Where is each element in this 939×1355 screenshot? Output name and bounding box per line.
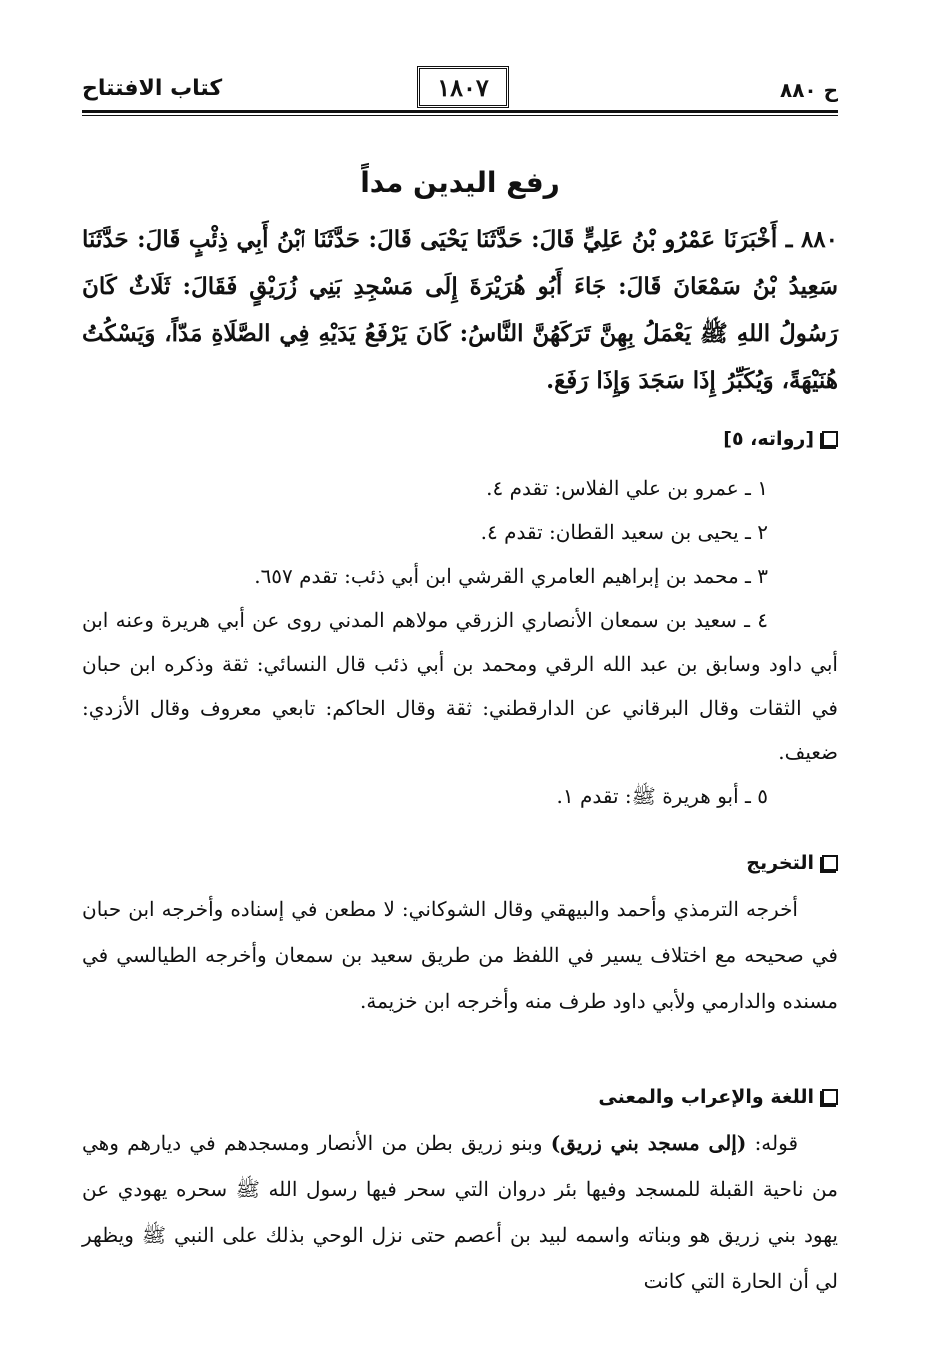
hadith-text: ٨٨٠ ـ أَخْبَرَنَا عَمْرُو بْنُ عَلِيٍّ قَالَ: حَدَّثَنَا يَحْيَى قَالَ: حَدَّثَنَا ٱبْنُ أَبِي ذِئْبٍ قَالَ: حَدَّثَنَا سَعِيدُ بْنُ سَمْعَانَ قَالَ: جَاءَ أَبُو هُرَيْرَةَ إِلَى مَسْجِدِ بَنِي زُرَيْقٍ فَقَالَ: ثَلَاثٌ كَانَ رَسُولُ اللهِ ﷺ يَعْمَلُ بِهِنَّ تَرَكَهُنَّ النَّاسُ: كَانَ يَرْفَعُ يَدَيْهِ فِي الصَّلَاةِ مَدّاً، وَيَسْكُتُ هُنَيْهَةً، وَيُكَبِّرُ إِذَا سَجَدَ وَإِذَا رَفَعَ.: [82, 226, 838, 394]
narrator-item: ٥ ـ أبو هريرة ﷺ: تقدم ١.: [556, 784, 768, 808]
language-body: وبنو زريق بطن من الأنصار ومسجدهم في ديارهم وهي من ناحية القبلة للمسجد وفيها بئر دروان التي سحر فيها رسول الله ﷺ سحره يهودي عن يهود بني زريق هو وبناته واسمه لبيد بن أعصم حتى نزل الوحي بذلك على النبي ﷺ ويظهر لي أن الحارة التي كانت: [82, 1131, 838, 1293]
page-number: ١٨٠٧: [417, 66, 509, 108]
book-title: كتاب الافتتاح: [82, 76, 223, 101]
narrator-item: ٤ ـ سعيد بن سمعان الأنصاري الزرقي مولاهم المدني روى عن أبي هريرة وعنه ابن أبي داود وسابق بن عبد الله الرقي ومحمد بن أبي ذئب قال النسائي: ثقة وذكره ابن حبان في الثقات وقال البرقاني عن الدارقطني: ثقة وقال الحاكم: تابعي معروف وقال الأزدي: ضعيف.: [82, 608, 838, 764]
narrators-heading-label: [رواته، ٥]: [723, 428, 814, 450]
language-intro: قوله:: [754, 1131, 799, 1155]
checkbox-square-icon: [822, 855, 838, 871]
checkbox-square-icon: [822, 431, 838, 447]
narrators-heading: [82, 428, 838, 450]
header-divider: [82, 110, 838, 116]
narrator-item: ١ ـ عمرو بن علي الفلاس: تقدم ٤.: [486, 476, 768, 500]
language-heading-label: اللغة والإعراب والمعنى: [598, 1086, 814, 1108]
language-text: [82, 1120, 838, 1304]
language-heading: [82, 1086, 838, 1108]
narrator-item: ٢ ـ يحيى بن سعيد القطان: تقدم ٤.: [480, 520, 768, 544]
narrator-item: ٣ ـ محمد بن إبراهيم العامري القرشي ابن أبي ذئب: تقدم ٦٥٧.: [254, 564, 768, 588]
checkbox-square-icon: [822, 1089, 838, 1105]
chapter-title: رفع اليدين مداً: [360, 166, 560, 199]
takhrij-heading: [82, 852, 838, 874]
hadith-reference: ح ٨٨٠: [779, 78, 838, 102]
narrators-list: [82, 466, 838, 818]
takhrij-text: أخرجه الترمذي وأحمد والبيهقي وقال الشوكاني: لا مطعن في إسناده وأخرجه ابن حبان في صحيحه مع اختلاف يسير في اللفظ من طريق سعيد بن سمعان وأخرجه الطيالسي في مسنده والدارمي ولأبي داود طرف منه وأخرجه ابن خزيمة.: [82, 897, 838, 1013]
takhrij-heading-label: التخريج: [746, 852, 814, 874]
page-header: [82, 60, 838, 116]
language-quote: (إلى مسجد بني زريق): [550, 1131, 747, 1155]
